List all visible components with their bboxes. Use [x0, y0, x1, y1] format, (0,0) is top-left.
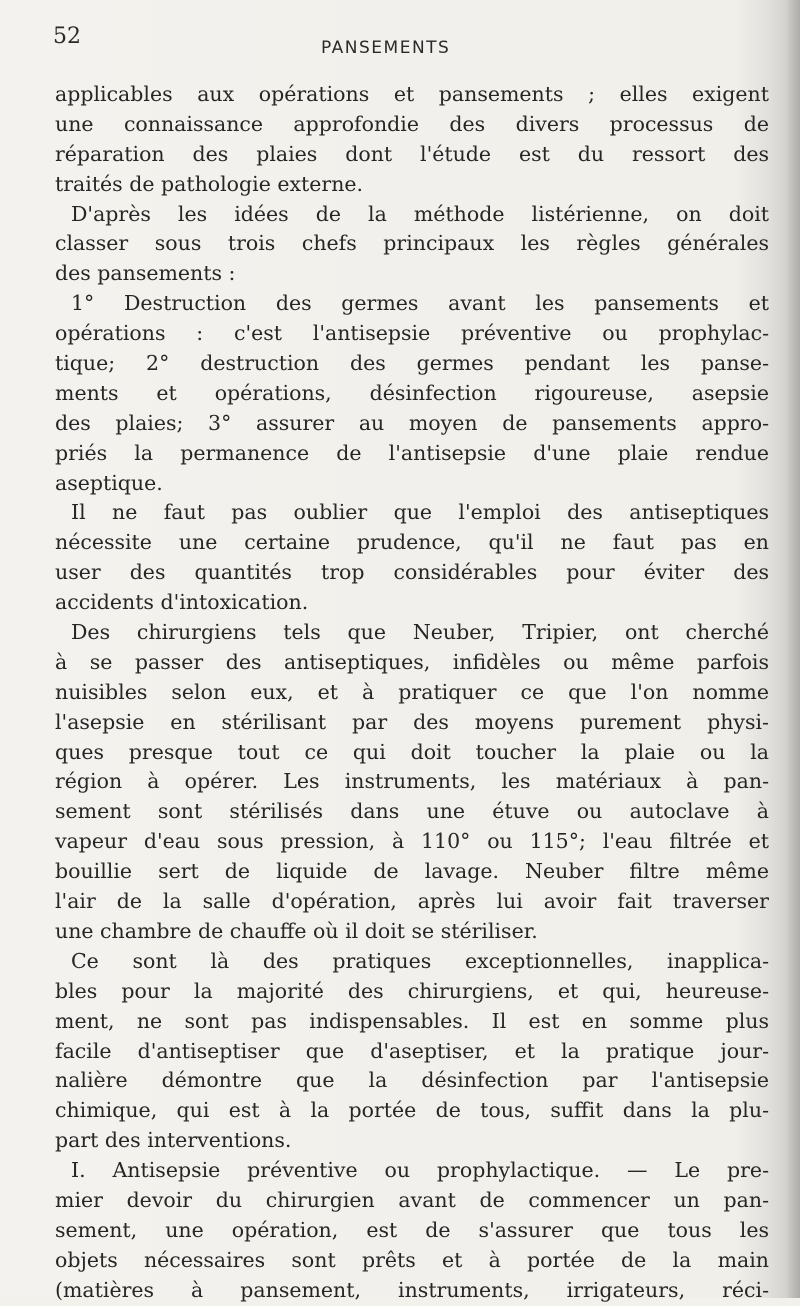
text-line: nalière démontre que la désinfection par l'antisepsie	[55, 1068, 769, 1093]
text-line: applicables aux opérations et pansements ; elles exigent	[55, 82, 769, 106]
text-line: priés la permanence de l'antisepsie d'une plaie rendue	[55, 440, 769, 465]
text-line: vapeur d'eau sous pression, à 110° ou 115°; l'eau filtrée et	[55, 829, 769, 854]
text-line: bouillie sert de liquide de lavage. Neuber filtre même	[55, 859, 769, 884]
text-line: ments et opérations, désinfection rigoureuse, asepsie	[55, 380, 769, 405]
text-line: 1° Destruction des germes avant les pansements et	[71, 291, 769, 316]
text-line: part des interventions.	[55, 1128, 292, 1153]
text-line: Des chirurgiens tels que Neuber, Tripier, ont cherché	[71, 620, 769, 645]
text-line: sement sont stérilisés dans une étuve ou autoclave à	[55, 799, 769, 824]
running-head: PANSEMENTS	[321, 38, 451, 58]
text-line: ment, ne sont pas indispensables. Il est en somme plus	[55, 1008, 769, 1033]
text-line: Il ne faut pas oublier que l'emploi des antiseptiques	[71, 500, 769, 525]
text-line: des pansements :	[55, 261, 236, 286]
text-line: classer sous trois chefs principaux les règles générales	[55, 231, 769, 256]
text-line: région à opérer. Les instruments, les matériaux à pan-	[55, 769, 769, 794]
text-line: aseptique.	[55, 470, 163, 495]
text-line: des plaies; 3° assurer au moyen de pansements appro-	[55, 410, 769, 435]
page-number: 52	[53, 24, 81, 49]
text-line: opérations : c'est l'antisepsie préventive ou prophylac-	[55, 321, 769, 346]
text-line: D'après les idées de la méthode listérienne, on doit	[71, 201, 769, 226]
text-line: ques presque tout ce qui doit toucher la plaie ou la	[55, 739, 769, 764]
text-line: une connaissance approfondie des divers processus de	[55, 111, 769, 136]
text-line: traités de pathologie externe.	[55, 171, 364, 196]
text-line: une chambre de chauffe où il doit se stériliser.	[55, 918, 538, 943]
text-line: accidents d'intoxication.	[55, 590, 309, 615]
text-line: l'air de la salle d'opération, après lui avoir fait traverser	[55, 889, 769, 914]
text-line: facile d'antiseptiser que d'aseptiser, et la pratique jour-	[55, 1038, 769, 1063]
text-line: (matières à pansement, instruments, irrigateurs, réci-	[55, 1277, 769, 1302]
text-line: réparation des plaies dont l'étude est du ressort des	[55, 141, 769, 166]
page-edge-shadow	[786, 0, 800, 1298]
text-line: l'asepsie en stérilisant par des moyens purement physi-	[55, 709, 769, 734]
text-line: nuisibles selon eux, et à pratiquer ce que l'on nomme	[55, 679, 769, 704]
text-line: tique; 2° destruction des germes pendant les panse-	[55, 351, 769, 376]
text-line: bles pour la majorité des chirurgiens, et qui, heureuse-	[55, 978, 769, 1003]
text-line: sement, une opération, est de s'assurer que tous les	[55, 1217, 769, 1242]
text-line: à se passer des antiseptiques, infidèles ou même parfois	[55, 649, 769, 674]
text-line: mier devoir du chirurgien avant de commencer un pan-	[55, 1187, 769, 1212]
text-line: chimique, qui est à la portée de tous, suffit dans la plu-	[55, 1098, 769, 1123]
text-line: nécessite une certaine prudence, qu'il ne faut pas en	[55, 530, 769, 555]
section-heading-line: I. Antisepsie préventive ou prophylactique. — Le pre-	[71, 1158, 769, 1183]
text-line: user des quantités trop considérables pour éviter des	[55, 560, 769, 585]
body-text	[55, 80, 769, 1306]
text-line: Ce sont là des pratiques exceptionnelles, inapplica-	[71, 948, 769, 973]
text-line: objets nécessaires sont prêts et à portée de la main	[55, 1247, 769, 1272]
